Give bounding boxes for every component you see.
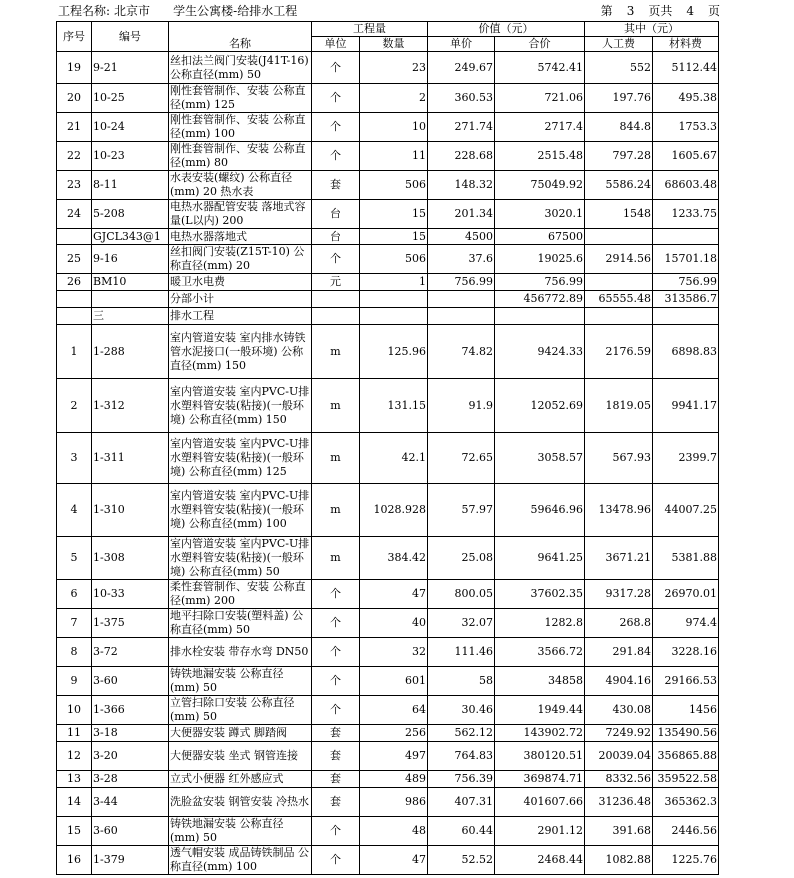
cell-unit: m bbox=[312, 537, 360, 580]
cell-total: 2717.4 bbox=[495, 113, 585, 142]
table-row bbox=[57, 291, 719, 308]
cell-name: 暖卫水电费 bbox=[169, 274, 312, 291]
cell-code: 8-11 bbox=[92, 171, 169, 200]
cell-qty: 497 bbox=[360, 742, 428, 771]
page-indicator bbox=[587, 2, 720, 19]
col-name: 名称 bbox=[169, 22, 312, 52]
cell-unit-price: 764.83 bbox=[428, 742, 495, 771]
cell-qty: 986 bbox=[360, 788, 428, 817]
table-row bbox=[57, 667, 719, 696]
cell-unit-price: 800.05 bbox=[428, 580, 495, 609]
cell-code: 1-308 bbox=[92, 537, 169, 580]
cell-qty: 40 bbox=[360, 609, 428, 638]
cell-seq bbox=[57, 291, 92, 308]
col-unit: 单位 bbox=[312, 37, 360, 52]
cell-material: 1605.67 bbox=[653, 142, 719, 171]
cell-qty: 256 bbox=[360, 725, 428, 742]
project-info bbox=[58, 2, 301, 19]
cell-seq: 6 bbox=[57, 580, 92, 609]
table-row bbox=[57, 274, 719, 291]
table-row bbox=[57, 379, 719, 433]
cell-code: 3-60 bbox=[92, 817, 169, 846]
cell-seq: 1 bbox=[57, 325, 92, 379]
table-body bbox=[57, 52, 719, 875]
cell-unit-price: 148.32 bbox=[428, 171, 495, 200]
cell-code: 1-312 bbox=[92, 379, 169, 433]
cell-code: 1-288 bbox=[92, 325, 169, 379]
cell-labor: 197.76 bbox=[585, 84, 653, 113]
table-row bbox=[57, 52, 719, 84]
cell-unit: m bbox=[312, 379, 360, 433]
cell-total: 3566.72 bbox=[495, 638, 585, 667]
cell-unit-price: 30.46 bbox=[428, 696, 495, 725]
cell-unit: 套 bbox=[312, 171, 360, 200]
cell-labor: 797.28 bbox=[585, 142, 653, 171]
col-total: 合价 bbox=[495, 37, 585, 52]
cell-unit-price bbox=[428, 291, 495, 308]
cell-unit: 个 bbox=[312, 817, 360, 846]
cell-qty: 1 bbox=[360, 274, 428, 291]
cell-name: 大便器安装 蹲式 脚踏阀 bbox=[169, 725, 312, 742]
cell-material: 365362.3 bbox=[653, 788, 719, 817]
cell-qty: 42.1 bbox=[360, 433, 428, 484]
cell-unit-price: 25.08 bbox=[428, 537, 495, 580]
cell-labor: 844.8 bbox=[585, 113, 653, 142]
cell-qty: 506 bbox=[360, 245, 428, 274]
cell-qty: 384.42 bbox=[360, 537, 428, 580]
cell-code: 10-33 bbox=[92, 580, 169, 609]
cell-seq: 20 bbox=[57, 84, 92, 113]
cell-qty: 64 bbox=[360, 696, 428, 725]
page-suffix: 页 bbox=[707, 4, 720, 18]
cell-unit-price: 58 bbox=[428, 667, 495, 696]
project-name: 学生公寓楼-给排水工程 bbox=[173, 4, 298, 18]
cell-total: 9641.25 bbox=[495, 537, 585, 580]
cell-code: GJCL343@1 bbox=[92, 229, 169, 245]
table-row bbox=[57, 433, 719, 484]
cell-seq: 5 bbox=[57, 537, 92, 580]
cell-unit: 套 bbox=[312, 725, 360, 742]
cell-labor: 430.08 bbox=[585, 696, 653, 725]
cell-total: 5742.41 bbox=[495, 52, 585, 84]
cell-unit-price: 756.39 bbox=[428, 771, 495, 788]
cell-labor: 567.93 bbox=[585, 433, 653, 484]
cell-material bbox=[653, 308, 719, 325]
table-row bbox=[57, 200, 719, 229]
cell-total: 2468.44 bbox=[495, 846, 585, 875]
cell-name: 大便器安装 坐式 钢管连接 bbox=[169, 742, 312, 771]
cell-qty bbox=[360, 291, 428, 308]
cell-total: 369874.71 bbox=[495, 771, 585, 788]
cell-unit-price: 74.82 bbox=[428, 325, 495, 379]
cell-labor: 5586.24 bbox=[585, 171, 653, 200]
page-total: 4 bbox=[686, 4, 694, 18]
cell-labor: 1082.88 bbox=[585, 846, 653, 875]
cell-labor: 391.68 bbox=[585, 817, 653, 846]
cell-code: 3-44 bbox=[92, 788, 169, 817]
cell-material: 359522.58 bbox=[653, 771, 719, 788]
cell-code: 3-72 bbox=[92, 638, 169, 667]
cell-material: 2399.7 bbox=[653, 433, 719, 484]
table-row bbox=[57, 229, 719, 245]
cell-code: 3-18 bbox=[92, 725, 169, 742]
cell-labor: 1548 bbox=[585, 200, 653, 229]
table-row bbox=[57, 771, 719, 788]
cell-seq: 7 bbox=[57, 609, 92, 638]
cell-unit: 个 bbox=[312, 638, 360, 667]
cell-seq: 9 bbox=[57, 667, 92, 696]
cell-unit-price: 32.07 bbox=[428, 609, 495, 638]
cell-qty: 506 bbox=[360, 171, 428, 200]
cell-unit: 个 bbox=[312, 113, 360, 142]
cell-qty: 47 bbox=[360, 846, 428, 875]
cell-unit-price: 91.9 bbox=[428, 379, 495, 433]
col-group-of: 其中（元） bbox=[585, 22, 719, 37]
cell-unit: 个 bbox=[312, 667, 360, 696]
cell-unit-price bbox=[428, 308, 495, 325]
estimate-table bbox=[56, 21, 719, 875]
project-label: 工程名称: bbox=[58, 4, 111, 18]
cell-name: 刚性套管制作、安装 公称直径(mm) 80 bbox=[169, 142, 312, 171]
col-labor: 人工费 bbox=[585, 37, 653, 52]
cell-unit: 个 bbox=[312, 142, 360, 171]
cell-labor: 4904.16 bbox=[585, 667, 653, 696]
col-material: 材料费 bbox=[653, 37, 719, 52]
cell-total: 75049.92 bbox=[495, 171, 585, 200]
cell-qty: 48 bbox=[360, 817, 428, 846]
cell-seq: 11 bbox=[57, 725, 92, 742]
cell-seq bbox=[57, 229, 92, 245]
cell-name: 分部小计 bbox=[169, 291, 312, 308]
cell-unit-price: 57.97 bbox=[428, 484, 495, 537]
table-row bbox=[57, 725, 719, 742]
cell-material: 29166.53 bbox=[653, 667, 719, 696]
cell-qty: 2 bbox=[360, 84, 428, 113]
cell-name: 电热水器配管安装 落地式容量(L以内) 200 bbox=[169, 200, 312, 229]
cell-unit-price: 60.44 bbox=[428, 817, 495, 846]
cell-seq: 23 bbox=[57, 171, 92, 200]
cell-name: 刚性套管制作、安装 公称直径(mm) 125 bbox=[169, 84, 312, 113]
cell-seq: 24 bbox=[57, 200, 92, 229]
cell-seq: 19 bbox=[57, 52, 92, 84]
cell-unit-price: 271.74 bbox=[428, 113, 495, 142]
cell-qty: 601 bbox=[360, 667, 428, 696]
cell-code: BM10 bbox=[92, 274, 169, 291]
cell-material: 5112.44 bbox=[653, 52, 719, 84]
cell-qty: 15 bbox=[360, 200, 428, 229]
table-row bbox=[57, 84, 719, 113]
cell-seq: 15 bbox=[57, 817, 92, 846]
cell-name: 排水栓安装 带存水弯 DN50 bbox=[169, 638, 312, 667]
table-row bbox=[57, 742, 719, 771]
cell-name: 排水工程 bbox=[169, 308, 312, 325]
cell-qty: 32 bbox=[360, 638, 428, 667]
cell-total: 12052.69 bbox=[495, 379, 585, 433]
cell-seq: 26 bbox=[57, 274, 92, 291]
cell-total: 721.06 bbox=[495, 84, 585, 113]
col-group-value: 价值（元） bbox=[428, 22, 585, 37]
cell-qty: 131.15 bbox=[360, 379, 428, 433]
cell-code: 9-16 bbox=[92, 245, 169, 274]
cell-qty bbox=[360, 308, 428, 325]
table-row bbox=[57, 308, 719, 325]
table-row bbox=[57, 325, 719, 379]
cell-total: 2901.12 bbox=[495, 817, 585, 846]
cell-material: 974.4 bbox=[653, 609, 719, 638]
cell-total: 67500 bbox=[495, 229, 585, 245]
cell-total: 143902.72 bbox=[495, 725, 585, 742]
cell-unit-price: 756.99 bbox=[428, 274, 495, 291]
cell-material: 3228.16 bbox=[653, 638, 719, 667]
col-unit-price: 单价 bbox=[428, 37, 495, 52]
cell-unit: 个 bbox=[312, 846, 360, 875]
table-row bbox=[57, 696, 719, 725]
cell-code: 1-310 bbox=[92, 484, 169, 537]
cell-code: 1-375 bbox=[92, 609, 169, 638]
col-code: 编号 bbox=[92, 22, 169, 52]
cell-labor: 3671.21 bbox=[585, 537, 653, 580]
cell-name: 电热水器落地式 bbox=[169, 229, 312, 245]
cell-code: 1-366 bbox=[92, 696, 169, 725]
cell-name: 丝扣法兰阀门安装(J41T-16) 公称直径(mm) 50 bbox=[169, 52, 312, 84]
cell-unit bbox=[312, 291, 360, 308]
cell-unit-price: 201.34 bbox=[428, 200, 495, 229]
cell-qty: 23 bbox=[360, 52, 428, 84]
table-row bbox=[57, 638, 719, 667]
cell-seq bbox=[57, 308, 92, 325]
cell-code: 10-25 bbox=[92, 84, 169, 113]
page-mid: 页共 bbox=[648, 4, 673, 18]
cell-material: 26970.01 bbox=[653, 580, 719, 609]
table-row bbox=[57, 113, 719, 142]
cell-name: 室内管道安装 室内PVC-U排水塑料管安装(粘接)(一般环境) 公称直径(mm) 150 bbox=[169, 379, 312, 433]
cell-name: 洗脸盆安装 钢管安装 冷热水 bbox=[169, 788, 312, 817]
table-row bbox=[57, 580, 719, 609]
cell-unit: 台 bbox=[312, 200, 360, 229]
cell-qty: 15 bbox=[360, 229, 428, 245]
cell-unit: 个 bbox=[312, 609, 360, 638]
cell-labor: 8332.56 bbox=[585, 771, 653, 788]
cell-unit: 套 bbox=[312, 788, 360, 817]
cell-unit-price: 72.65 bbox=[428, 433, 495, 484]
cell-material: 1456 bbox=[653, 696, 719, 725]
cell-code: 1-311 bbox=[92, 433, 169, 484]
cell-material: 313586.7 bbox=[653, 291, 719, 308]
cell-code bbox=[92, 291, 169, 308]
cell-seq: 12 bbox=[57, 742, 92, 771]
cell-unit: m bbox=[312, 484, 360, 537]
cell-seq: 3 bbox=[57, 433, 92, 484]
cell-name: 水表安装(螺纹) 公称直径(mm) 20 热水表 bbox=[169, 171, 312, 200]
page-number: 3 bbox=[626, 4, 635, 18]
cell-unit-price: 407.31 bbox=[428, 788, 495, 817]
cell-unit-price: 111.46 bbox=[428, 638, 495, 667]
cell-labor: 268.8 bbox=[585, 609, 653, 638]
cell-seq: 4 bbox=[57, 484, 92, 537]
cell-name: 丝扣阀门安装(Z15T-10) 公称直径(mm) 20 bbox=[169, 245, 312, 274]
cell-unit: 个 bbox=[312, 245, 360, 274]
table-row bbox=[57, 171, 719, 200]
cell-unit-price: 360.53 bbox=[428, 84, 495, 113]
cell-labor: 20039.04 bbox=[585, 742, 653, 771]
cell-qty: 1028.928 bbox=[360, 484, 428, 537]
cell-name: 室内管道安装 室内PVC-U排水塑料管安装(粘接)(一般环境) 公称直径(mm) 100 bbox=[169, 484, 312, 537]
cell-labor bbox=[585, 229, 653, 245]
cell-labor: 2914.56 bbox=[585, 245, 653, 274]
cell-unit-price: 37.6 bbox=[428, 245, 495, 274]
table-row bbox=[57, 846, 719, 875]
cell-unit-price: 228.68 bbox=[428, 142, 495, 171]
table-row bbox=[57, 609, 719, 638]
cell-code: 10-24 bbox=[92, 113, 169, 142]
cell-code: 三 bbox=[92, 308, 169, 325]
cell-labor: 2176.59 bbox=[585, 325, 653, 379]
cell-qty: 11 bbox=[360, 142, 428, 171]
cell-labor: 13478.96 bbox=[585, 484, 653, 537]
table-row bbox=[57, 245, 719, 274]
cell-code: 5-208 bbox=[92, 200, 169, 229]
cell-unit-price: 249.67 bbox=[428, 52, 495, 84]
cell-total: 401607.66 bbox=[495, 788, 585, 817]
cell-unit: 元 bbox=[312, 274, 360, 291]
cell-total: 3020.1 bbox=[495, 200, 585, 229]
cell-total: 756.99 bbox=[495, 274, 585, 291]
cell-name: 立管扫除口安装 公称直径(mm) 50 bbox=[169, 696, 312, 725]
cell-unit-price: 562.12 bbox=[428, 725, 495, 742]
cell-material bbox=[653, 229, 719, 245]
cell-total: 1949.44 bbox=[495, 696, 585, 725]
table-row bbox=[57, 817, 719, 846]
cell-name: 室内管道安装 室内PVC-U排水塑料管安装(粘接)(一般环境) 公称直径(mm) 50 bbox=[169, 537, 312, 580]
cell-code: 9-21 bbox=[92, 52, 169, 84]
cell-unit: 个 bbox=[312, 696, 360, 725]
cell-seq: 25 bbox=[57, 245, 92, 274]
cell-seq: 22 bbox=[57, 142, 92, 171]
cell-code: 3-28 bbox=[92, 771, 169, 788]
cell-labor: 552 bbox=[585, 52, 653, 84]
cell-code: 3-20 bbox=[92, 742, 169, 771]
cell-qty: 10 bbox=[360, 113, 428, 142]
cell-name: 铸铁地漏安装 公称直径(mm) 50 bbox=[169, 817, 312, 846]
cell-unit: m bbox=[312, 325, 360, 379]
cell-seq: 13 bbox=[57, 771, 92, 788]
cell-qty: 489 bbox=[360, 771, 428, 788]
cell-labor: 9317.28 bbox=[585, 580, 653, 609]
project-city: 北京市 bbox=[114, 4, 151, 18]
cell-total: 380120.51 bbox=[495, 742, 585, 771]
cell-name: 刚性套管制作、安装 公称直径(mm) 100 bbox=[169, 113, 312, 142]
cell-seq: 2 bbox=[57, 379, 92, 433]
cell-code: 1-379 bbox=[92, 846, 169, 875]
cell-total: 9424.33 bbox=[495, 325, 585, 379]
cell-labor bbox=[585, 308, 653, 325]
cell-qty: 47 bbox=[360, 580, 428, 609]
cell-total: 37602.35 bbox=[495, 580, 585, 609]
cell-total: 1282.8 bbox=[495, 609, 585, 638]
cell-total: 34858 bbox=[495, 667, 585, 696]
cell-unit: 个 bbox=[312, 84, 360, 113]
table-row bbox=[57, 142, 719, 171]
cell-labor: 1819.05 bbox=[585, 379, 653, 433]
cell-material: 756.99 bbox=[653, 274, 719, 291]
table-row bbox=[57, 537, 719, 580]
cell-labor: 7249.92 bbox=[585, 725, 653, 742]
cell-material: 2446.56 bbox=[653, 817, 719, 846]
col-qty: 数量 bbox=[360, 37, 428, 52]
cell-name: 透气帽安装 成品铸铁制品 公称直径(mm) 100 bbox=[169, 846, 312, 875]
cell-material: 1753.3 bbox=[653, 113, 719, 142]
cell-material: 68603.48 bbox=[653, 171, 719, 200]
col-group-qty: 工程量 bbox=[312, 22, 428, 37]
cell-total: 2515.48 bbox=[495, 142, 585, 171]
cell-unit: 个 bbox=[312, 52, 360, 84]
cell-seq: 14 bbox=[57, 788, 92, 817]
cell-material: 44007.25 bbox=[653, 484, 719, 537]
cell-total: 456772.89 bbox=[495, 291, 585, 308]
cell-name: 铸铁地漏安装 公称直径(mm) 50 bbox=[169, 667, 312, 696]
cell-total: 3058.57 bbox=[495, 433, 585, 484]
page-prefix: 第 bbox=[600, 4, 613, 18]
cell-unit-price: 4500 bbox=[428, 229, 495, 245]
cell-total: 19025.6 bbox=[495, 245, 585, 274]
cell-seq: 8 bbox=[57, 638, 92, 667]
cell-name: 柔性套管制作、安装 公称直径(mm) 200 bbox=[169, 580, 312, 609]
cell-name: 室内管道安装 室内PVC-U排水塑料管安装(粘接)(一般环境) 公称直径(mm) 125 bbox=[169, 433, 312, 484]
cell-code: 10-23 bbox=[92, 142, 169, 171]
cell-unit bbox=[312, 308, 360, 325]
cell-name: 室内管道安装 室内排水铸铁管水泥接口(一般环境) 公称直径(mm) 150 bbox=[169, 325, 312, 379]
cell-total: 59646.96 bbox=[495, 484, 585, 537]
cell-seq: 21 bbox=[57, 113, 92, 142]
cell-material: 1225.76 bbox=[653, 846, 719, 875]
cell-material: 15701.18 bbox=[653, 245, 719, 274]
cell-material: 356865.88 bbox=[653, 742, 719, 771]
cell-material: 5381.88 bbox=[653, 537, 719, 580]
cell-material: 135490.56 bbox=[653, 725, 719, 742]
page-header bbox=[58, 2, 794, 20]
cell-seq: 16 bbox=[57, 846, 92, 875]
cell-unit: 套 bbox=[312, 771, 360, 788]
cell-material: 495.38 bbox=[653, 84, 719, 113]
cell-unit: m bbox=[312, 433, 360, 484]
cell-labor: 65555.48 bbox=[585, 291, 653, 308]
cell-code: 3-60 bbox=[92, 667, 169, 696]
cell-name: 立式小便器 红外感应式 bbox=[169, 771, 312, 788]
cell-seq: 10 bbox=[57, 696, 92, 725]
cell-material: 9941.17 bbox=[653, 379, 719, 433]
cell-unit-price: 52.52 bbox=[428, 846, 495, 875]
cell-labor: 31236.48 bbox=[585, 788, 653, 817]
cell-material: 6898.83 bbox=[653, 325, 719, 379]
cell-unit: 个 bbox=[312, 580, 360, 609]
col-seq: 序号 bbox=[57, 22, 92, 52]
cell-qty: 125.96 bbox=[360, 325, 428, 379]
cell-unit: 套 bbox=[312, 742, 360, 771]
cell-labor: 291.84 bbox=[585, 638, 653, 667]
cell-total bbox=[495, 308, 585, 325]
table-row bbox=[57, 788, 719, 817]
table-row bbox=[57, 484, 719, 537]
cell-labor bbox=[585, 274, 653, 291]
cell-material: 1233.75 bbox=[653, 200, 719, 229]
cell-name: 地平扫除口安装(塑料盖) 公称直径(mm) 50 bbox=[169, 609, 312, 638]
cell-unit: 台 bbox=[312, 229, 360, 245]
